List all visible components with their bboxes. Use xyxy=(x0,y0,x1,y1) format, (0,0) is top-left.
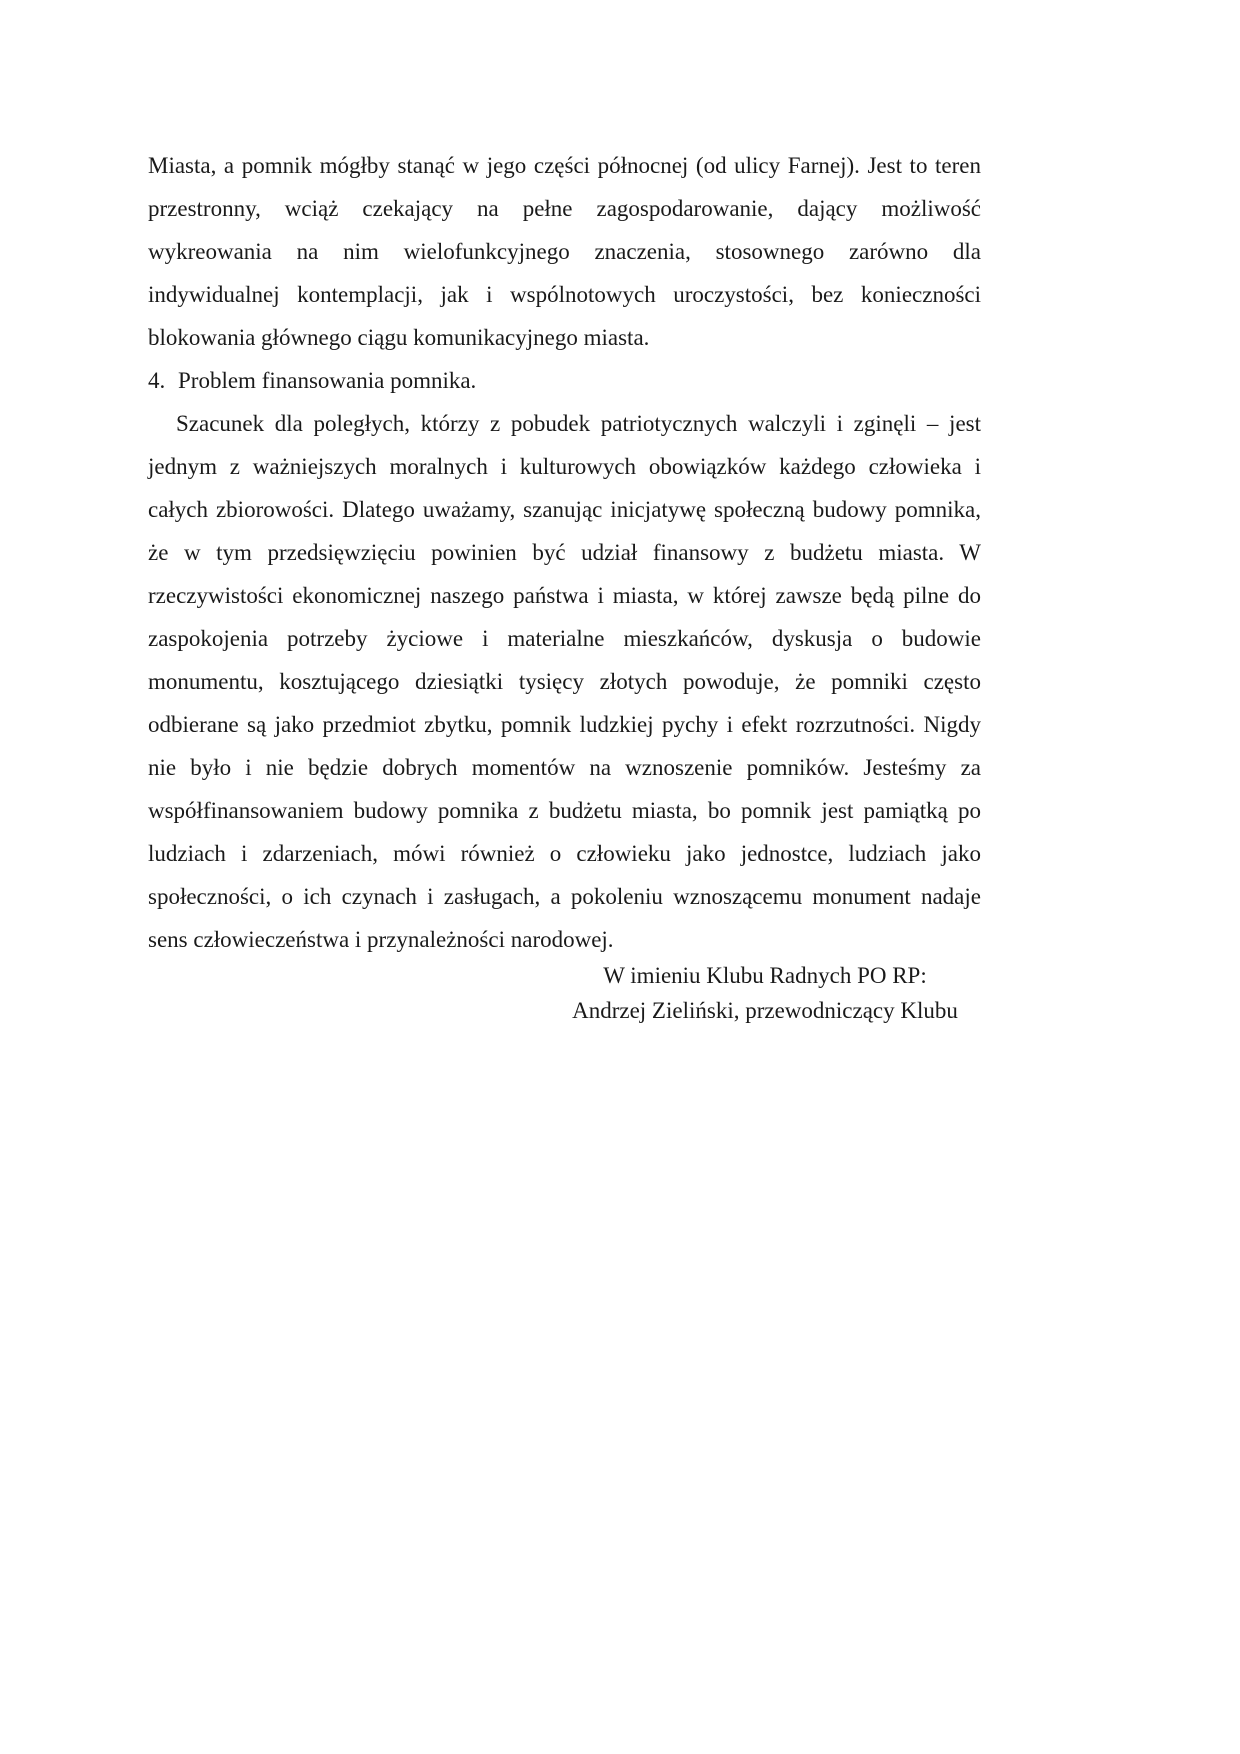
signature-name: Andrzej Zieliński, przewodniczący Klubu xyxy=(572,998,958,1023)
paragraph-financing: Szacunek dla poległych, którzy z pobudek patriotycznych walczyli i zginęli – jest jednym z ważniejszych moralnych i kulturowych obowiązków każdego człowieka i całych zbiorowości. Dlatego uważamy, szanując inicjatywę społeczną budowy pomnika, że w tym przedsięwzięciu powinien być udział finansowy z budżetu miasta. W rzeczywistości ekonomicznej naszego państwa i miasta, w której zawsze będą pilne do zaspokojenia potrzeby życiowe i materialne mieszkańców, dyskusja o budowie monumentu, kosztującego dziesiątki tysięcy złotych powoduje, że pomniki często odbierane są jako przedmiot zbytku, pomnik ludzkiej pychy i efekt rozrzutności. Nigdy nie było i nie będzie dobrych momentów na wznoszenie pomników. Jesteśmy za współfinansowaniem budowy pomnika z budżetu miasta, bo pomnik jest pamiątką po ludziach i zdarzeniach, mówi również o człowieku jako jednostce, ludziach jako społeczności, o ich czynach i zasługach, a pokoleniu wznoszącemu monument nadaje sens człowieczeństwa i przynależności narodowej. xyxy=(148,411,981,952)
signature-block xyxy=(540,958,990,1028)
list-item-number: 4. xyxy=(148,368,166,393)
body-text xyxy=(148,144,981,961)
paragraph-location: Miasta, a pomnik mógłby stanąć w jego części północnej (od ulicy Farnej). Jest to teren przestronny, wciąż czekający na pełne zagospodarowanie, dający możliwość wykreowania na nim wielofunkcyjnego znaczenia, stosownego zarówno dla indywidualnej kontemplacji, jak i wspólnotowych uroczystości, bez konieczności blokowania głównego ciągu komunikacyjnego miasta. xyxy=(148,153,981,350)
list-item-financing xyxy=(148,359,981,402)
list-item-text: Problem finansowania pomnika. xyxy=(178,368,477,393)
signature-on-behalf: W imieniu Klubu Radnych PO RP: xyxy=(603,963,927,988)
